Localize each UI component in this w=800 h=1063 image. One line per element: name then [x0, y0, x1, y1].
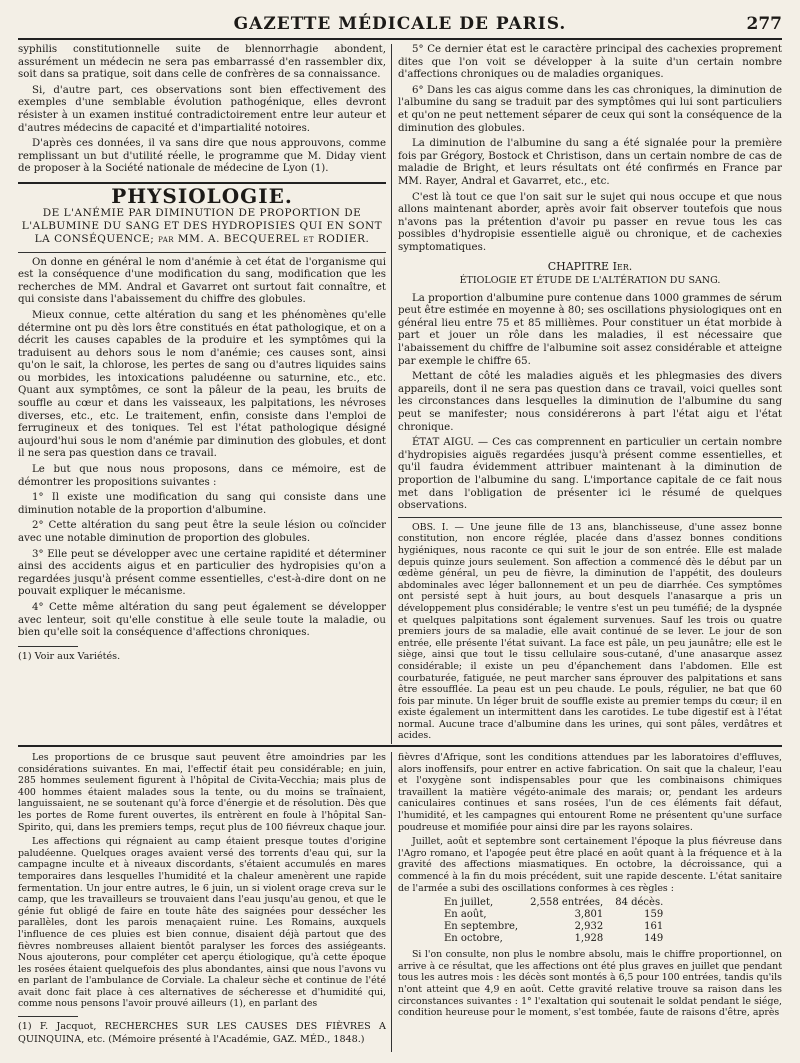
- table-row: [438, 933, 669, 945]
- paragraph: Mettant de côté les maladies aiguës et les phlegmasies des divers appareils, dont il ne sera pas question dans ce travail, voici quelles sont les circonstances dans lesquelles la diminution de l'albumine du sang peut se manifester; nous considérerons à part l'état aigu et l'état chronique.: [398, 371, 782, 433]
- month-cell: En août,: [444, 909, 487, 921]
- section-title: PHYSIOLOGIE.: [111, 183, 293, 208]
- table-row: [438, 897, 669, 909]
- paragraph: 4° Cette même altération du sang peut également se développer avec lenteur, soit qu'elle constitue à elle seule toute la maladie, ou bien qu'elle soit la conséquence d'affections chroniques.: [18, 601, 386, 639]
- month-cell: En septembre,: [444, 921, 519, 933]
- entries-cell: 2,932: [574, 921, 604, 933]
- entries-cell: 1,928: [574, 933, 604, 945]
- paragraph: Les affections qui régnaient au camp étaient presque toutes d'origine paludéenne. Quelques orages avaient versé des torrents d'eau qui, sur la campagne inculte et à niveaux discordants, s'étaient accumulés en mares temporaires dans lesquelles l'humidité et la chaleur amenèrent une rapide fermentation. Un jour entre autres, le 6 juin, un si violent orage creva sur le camp, que les travailleurs se trouvaient dans l'eau jusqu'au genou, et que le génie fut obligé de faire en toute hâte des saignées pour dessécher les parallèles, dont les parois menaçaient ruine. Les Romains, auxquels l'influence de ces pluies est bien connue, disaient déjà partout que des fièvres nombreuses allaient bientôt paralyser les forces des assiégeants. Nous ajouterons, pour compléter cet aperçu étiologique, qu'à cette époque les rosées étaient quelquefois des plus abondantes, ainsi que nous l'avons vu en parlant de l'ambulance de Corviale. La chaleur sèche et continue de l'été avait donc fait place à ces alternatives de sécheresse et d'humidité qui, comme nous pensons l'avoir prouvé ailleurs (1), en parlant des: [18, 836, 386, 1010]
- paragraph: 5° Ce dernier état est le caractère principal des cachexies proprement dites que l'on voit se développer à la suite d'un certain nombre d'affections chroniques ou de maladies organiques.: [398, 44, 782, 81]
- deaths-cell: 149: [644, 933, 664, 945]
- column-divider: [391, 752, 392, 1052]
- mortality-table: [438, 897, 669, 945]
- entries-cell: 3,801: [574, 909, 604, 921]
- paragraph: D'après ces données, il va sans dire que nous approuvons, comme remplissant un but d'utilité réelle, le programme que M. Diday vient de proposer à la Société nationale de médecine de Lyon (1).: [18, 138, 386, 175]
- paragraph: 2° Cette altération du sang peut être la seule lésion ou coïncider avec une notable diminution de proportion des globules.: [18, 520, 386, 544]
- paragraph: C'est là tout ce que l'on sait sur le sujet qui nous occupe et que nous allons maintenant aborder, après avoir fait observer toutefois que nous n'avons pas la prétention d'avoir pu passer en revue tous les cas possibles d'hydropisie essentielle aiguë ou chronique, et de cachexies symptomatiques.: [398, 191, 782, 253]
- paragraph: Les proportions de ce brusque saut peuvent être amoindries par les considérations suivantes. En mai, l'effectif était peu considérable; en juin, 285 hommes seulement figurent à l'hôpital de Civita-Vecchia; mais plus de 400 hommes étaient malades sous la tente, ou du moins se traînaient, languissaient, ne se soutenant qu'à force d'énergie et de résolution. Dès que les portes de Rome furent ouvertes, ils entrèrent en foule à l'hôpital San-Spirito, qui, dans les premiers temps, reçut plus de 100 fiévreux chaque jour.: [18, 752, 386, 833]
- bottom-right-column: [398, 752, 782, 1052]
- observation-text: OBS. I. — Une jeune fille de 13 ans, blanchisseuse, d'une assez bonne constitution, non encore réglée, placée dans d'assez bonnes conditions hygiéniques, nous raconte ce qui suit le jour de son entrée. Elle est malade depuis quinze jours seulement. Son affection a commencé dès le début par un œdème général, un peu de fièvre, la diminution de l'appétit, des douleurs abdominales avec léger ballonnement et un peu de diarrhée. Ces symptômes ont persisté sept à huit jours, au bout desquels l'anasarque a pris un développement plus considérable; le ventre s'est un peu tuméfié; de la dyspnée et quelques palpitations sont également survenues. Sauf les trois ou quatre premiers jours de sa maladie, elle avait continué de se lever. Le jour de son entrée, elle présente l'état suivant. La face est pâle, un peu jaunâtre; elle est le siège, ainsi que tout le tissu cellulaire sous-cutané, d'une anasarque assez considérable; il existe un peu d'épanchement dans l'abdomen. Elle est courbaturée, fatiguée, ne peut marcher sans éprouver des palpitations et sans être essoufflée. La peau est un peu chaude. Le pouls, régulier, ne bat que 60 fois par minute. Un léger bruit de souffle existe au premier temps du cœur; il en existe également un intermittent dans les carotides. Le tube digestif est à l'état normal. Aucune trace d'albumine dans les urines, qui sont pâles, verdâtres et acides.: [398, 521, 782, 742]
- page-number: 277: [746, 14, 782, 34]
- article-separator: [18, 252, 386, 253]
- article-title: DE L'ANÉMIE PAR DIMINUTION DE PROPORTION DE L'ALBUMINE DU SANG ET DES HYDROPISIES QUI EN SONT LA CONSÉQUENCE; par MM. A. BECQUEREL et RODIER.: [21, 206, 383, 245]
- page-header: [18, 8, 782, 40]
- column-divider: [391, 44, 392, 744]
- horizontal-divider: [18, 745, 782, 747]
- top-left-column: [18, 44, 386, 744]
- month-cell: En juillet,: [444, 897, 494, 909]
- bottom-left-column: [18, 752, 386, 1052]
- footnote: (1) Voir aux Variétés.: [18, 650, 121, 662]
- deaths-cell: 159: [644, 909, 664, 921]
- paragraph: Si, d'autre part, ces observations sont bien effectivement des exemples d'une semblable évolution pathogénique, elles devront résister à un examen institué contradictoirement entre leur auteur et d'autres médecins de capacité et d'impartialité notoires.: [18, 84, 386, 134]
- paragraph: 1° Il existe une modification du sang qui consiste dans une diminution notable de la proportion d'albumine.: [18, 492, 386, 516]
- chapter-heading: CHAPITRE Ier.: [547, 259, 633, 273]
- footnote-rule: [18, 646, 78, 647]
- paragraph: Si l'on consulte, non plus le nombre absolu, mais le chiffre proportionnel, on arrive à ce résultat, que les affections ont été plus graves en juillet que pendant tous les autres mois : les décès sont montés à 6,5 pour 100 entrées, tandis qu'ils n'ont atteint que 4,9 en août. Cette gravité relative trouve sa raison dans les circonstances suivantes : 1° l'exaltation qui soutenait le soldat pendant le siége, condition heureuse pour le moment, s'est tombée, faute de raisons d'être, après: [398, 949, 782, 1019]
- top-right-column: [398, 44, 782, 744]
- paragraph: La proportion d'albumine pure contenue dans 1000 grammes de sérum peut être estimée en moyenne à 80; ses oscillations physiologiques ont en général lieu entre 75 et 85 millièmes. Pour constituer un état morbide à part et jouer un rôle dans les maladies, il est nécessaire que l'abaissement du chiffre de l'albumine soit assez considérable et atteigne par exemple le chiffre 65.: [398, 292, 782, 367]
- footnote: (1) F. Jacquot, RECHERCHES SUR LES CAUSES DES FIÈVRES A QUINQUINA, etc. (Mémoire présenté à l'Académie, GAZ. MÉD., 1848.): [18, 1021, 386, 1045]
- observation-separator: [398, 517, 782, 518]
- table-row: [438, 909, 669, 921]
- paragraph: Le but que nous nous proposons, dans ce mémoire, est de démontrer les propositions suivantes :: [18, 464, 386, 488]
- paragraph: La diminution de l'albumine du sang a été signalée pour la première fois par Grégory, Bostock et Christison, dans un certain nombre de cas de maladie de Bright, et leurs résultats ont été confirmés en France par MM. Rayer, Andral et Gavarret, etc., etc.: [398, 138, 782, 187]
- table-row: [438, 921, 669, 933]
- footnote-rule: [18, 1016, 78, 1017]
- deaths-cell: 161: [644, 921, 664, 933]
- paragraph: syphilis constitutionnelle suite de blennorrhagie abondent, assurément un médecin ne sera pas embarrassé d'en rassembler dix, soit dans sa pratique, soit dans celle de confrères de sa connaissance.: [18, 44, 386, 81]
- paragraph: On donne en général le nom d'anémie à cet état de l'organisme qui est la conséquence d'une modification du sang, modification que les recherches de MM. Andral et Gavarret ont surtout fait connaître, et qui consiste dans l'abaissement du chiffre des globules.: [18, 256, 386, 306]
- paragraph: Mieux connue, cette altération du sang et les phénomènes qu'elle détermine ont pu dès lors être constitués en état pathologique, et on a décrit les causes capables de la produire et les symptômes qui la traduisent au dehors sous le nom d'anémie; ces causes sont, ainsi qu'on le sait, la chlorose, les pertes de sang ou d'autres liquides sains ou morbides, les intoxications paludéenne ou saturnine, etc., etc. Quant aux symptômes, ce sont la pâleur de la peau, les bruits de souffle au cœur et dans les vaisseaux, les palpitations, les névroses diverses, etc., etc. Le traitement, enfin, consiste dans l'emploi de ferrugineux et des toniques. Tel est l'état pathologique désigné aujourd'hui sous le nom d'anémie par diminution des globules, et dont il ne sera pas question dans ce travail.: [18, 309, 386, 460]
- entries-cell: 2,558 entrées,: [530, 897, 604, 909]
- chapter-subtitle: ÉTIOLOGIE ET ÉTUDE DE L'ALTÉRATION DU SANG.: [459, 275, 721, 287]
- paragraph: 3° Elle peut se développer avec une certaine rapidité et déterminer ainsi des accidents aigus et en particulier des hydropisies qu'on a regardées jusqu'à présent comme essentielles, c'est-à-dire dont on ne pouvait expliquer le mécanisme.: [18, 548, 386, 598]
- journal-title: GAZETTE MÉDICALE DE PARIS.: [233, 14, 567, 34]
- paragraph: ÉTAT AIGU. — Ces cas comprennent en particulier un certain nombre d'hydropisies aiguës regardées jusqu'à présent comme essentielles, et qu'il faudra évidemment attribuer maintenant à la diminution de proportion de l'albumine du sang. L'importance capitale de ce fait nous met dans l'obligation de présenter ici le résumé de quelques observations.: [398, 437, 782, 512]
- paragraph: 6° Dans les cas aigus comme dans les cas chroniques, la diminution de l'albumine du sang se traduit par des symptômes qui lui sont particuliers et qu'on ne peut nettement séparer de ceux qui sont la conséquence de la diminution des globules.: [398, 84, 782, 134]
- paragraph: Juillet, août et septembre sont certainement l'époque la plus fiévreuse dans l'Agro romano, et l'apogée peut être placé en août quant à la fréquence et à la gravité des affections miasmatiques. En octobre, la décroissance, qui a commencé à la fin du mois précédent, suit une rapide descente. L'état sanitaire de l'armée a subi des oscillations conformes à ces règles :: [398, 836, 782, 894]
- paragraph: fièvres d'Afrique, sont les conditions attendues par les laboratoires d'effluves, alors inoffensifs, pour entrer en active fabrication. On sait que la chaleur, l'eau et l'oxygène sont indispensables pour que les combinaisons chimiques travaillent la matière végéto-animale des marais; or, pendant les ardeurs caniculaires continues et sans rosées, l'un de ces éléments fait défaut, l'humidité, et les campagnes qui entourent Rome ne présentent qu'une surface poudreuse et momifiée pour ainsi dire par les rayons solaires.: [398, 752, 782, 833]
- month-cell: En octobre,: [444, 933, 503, 945]
- deaths-cell: 84 décès.: [615, 897, 664, 909]
